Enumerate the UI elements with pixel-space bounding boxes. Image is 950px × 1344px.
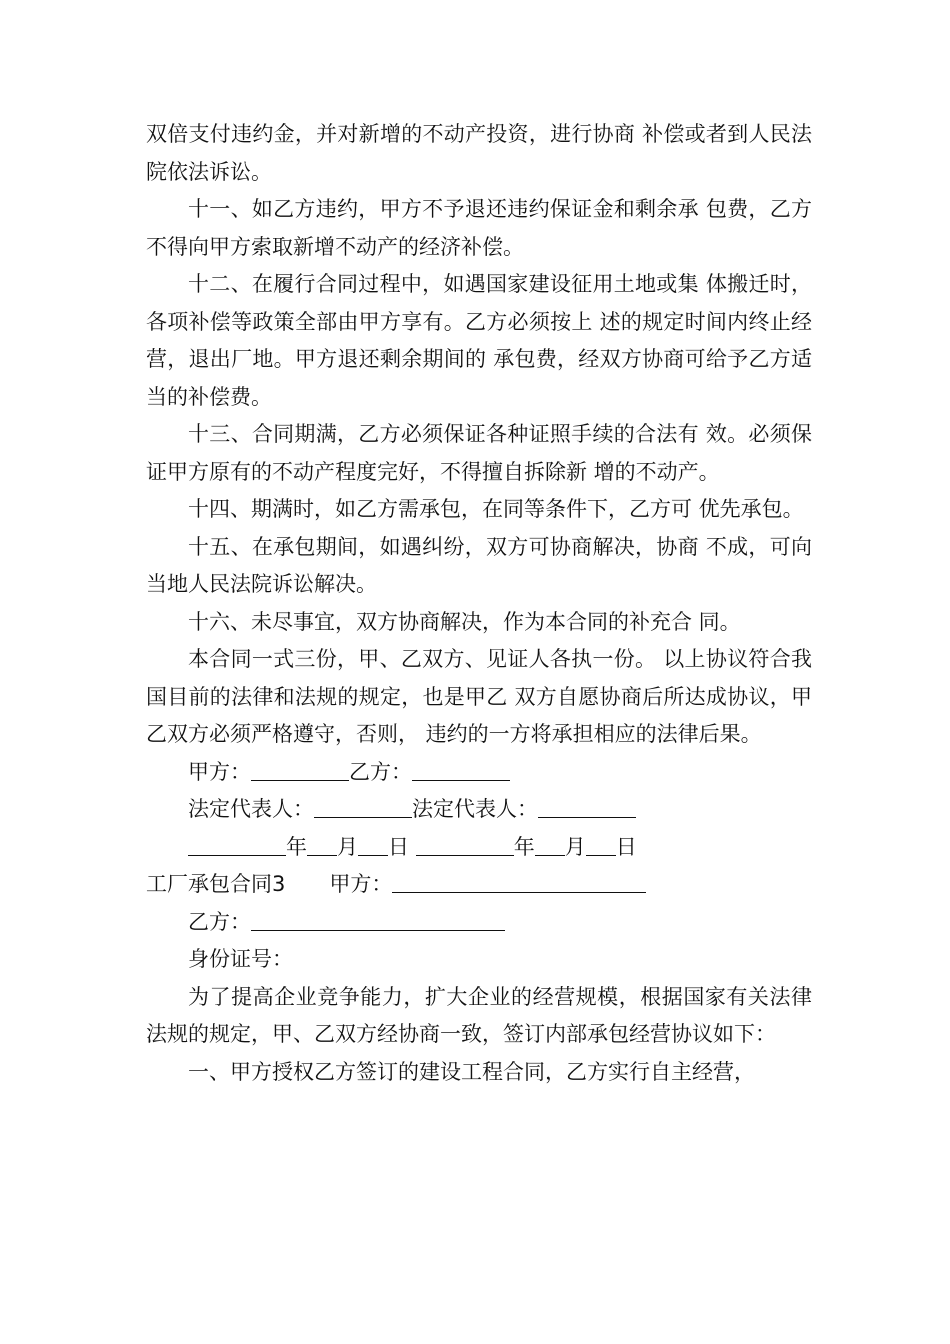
party-a-blank <box>251 758 349 781</box>
year-a-blank <box>188 833 286 856</box>
signature-parties-line <box>146 754 812 792</box>
contract3-party-b-blank <box>251 908 505 931</box>
month-b-label: 月 <box>564 834 586 859</box>
contract3-clause-1: 一、甲方授权乙方签订的建设工程合同，乙方实行自主经营， <box>188 1059 755 1084</box>
id-number-line <box>146 941 812 979</box>
day-a-blank <box>358 833 388 856</box>
contract3-party-b-label: 乙方： <box>188 909 251 934</box>
legal-rep-b-label: 法定代表人： <box>412 797 538 821</box>
id-number-label: 身份证号： <box>188 947 293 971</box>
legal-rep-line <box>146 791 812 829</box>
clause-13: 十三、合同期满，乙方必须保证各种证照手续的合法有 效。必须保证甲方原有的不动产程度完好，不得擅自拆除新 增的不动产。 <box>146 422 812 484</box>
legal-rep-b-blank <box>538 795 636 818</box>
clause-11: 十一、如乙方违约，甲方不予退还违约保证金和剩余承 包费，乙方不得向甲方索取新增不动产的经济补偿。 <box>146 197 812 259</box>
legal-rep-a-label: 法定代表人： <box>188 797 314 821</box>
clause-12: 十二、在履行合同过程中，如遇国家建设征用土地或集 体搬迁时，各项补偿等政策全部由甲方享有。乙方必须按上 述的规定时间内终止经营，退出厂地。甲方退还剩余期间的 承包费，经双方协商可给予乙方适当的补偿费。 <box>146 272 812 409</box>
month-b-blank <box>535 833 565 856</box>
contract3-intro: 为了提高企业竞争能力，扩大企业的经营规模，根据国家有关法律法规的规定，甲、乙双方经协商一致，签订内部承包经营协议如下： <box>146 984 812 1046</box>
closing-paragraph: 本合同一式三份，甲、乙双方、见证人各执一份。 以上协议符合我国目前的法律和法规的规定，也是甲乙 双方自愿协商后所达成协议，甲乙双方必须严格遵守，否则， 违约的一方将承担相应的法律后果。 <box>146 647 812 746</box>
date-line <box>146 829 812 867</box>
contract3-party-b-line <box>146 904 812 942</box>
party-b-blank <box>412 758 510 781</box>
party-b-label: 乙方： <box>349 759 412 784</box>
contract3-header-line <box>146 866 812 904</box>
contract3-party-a-blank <box>392 870 646 893</box>
clause-14: 十四、期满时，如乙方需承包，在同等条件下，乙方可 优先承包。 <box>188 497 804 521</box>
month-a-label: 月 <box>337 834 358 859</box>
contract3-title: 工厂承包合同3 <box>146 872 286 896</box>
month-a-blank <box>307 833 337 856</box>
clause-16: 十六、未尽事宜，双方协商解决，作为本合同的补充合 同。 <box>188 609 741 634</box>
year-b-label: 年 <box>513 834 535 859</box>
day-a-label: 日 <box>388 834 409 859</box>
year-b-blank <box>416 833 514 856</box>
legal-rep-a-blank <box>314 795 412 818</box>
paragraph-continuation: 双倍支付违约金，并对新增的不动产投资，进行协商 补偿或者到人民法院依法诉讼。 <box>146 122 812 184</box>
year-a-label: 年 <box>286 834 307 859</box>
day-b-blank <box>586 833 616 856</box>
day-b-label: 日 <box>615 834 637 859</box>
clause-15: 十五、在承包期间，如遇纠纷，双方可协商解决，协商 不成，可向当地人民法院诉讼解决。 <box>146 534 812 596</box>
document-body <box>146 116 812 1091</box>
party-a-label: 甲方： <box>188 759 251 784</box>
contract3-party-a-label: 甲方： <box>329 872 393 896</box>
